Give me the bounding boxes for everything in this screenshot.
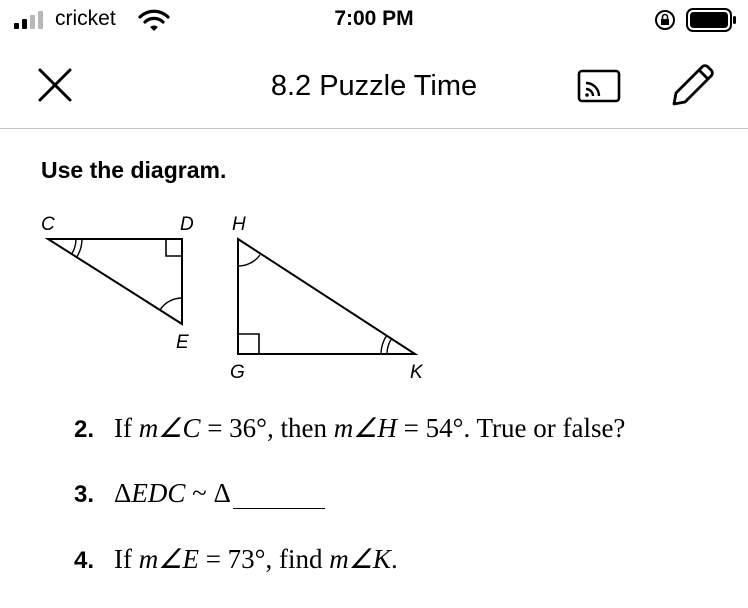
cast-icon[interactable] (576, 68, 622, 104)
pencil-icon[interactable] (666, 60, 718, 110)
rotation-lock-icon (654, 9, 676, 31)
q2-text-2: = 36°, then (200, 413, 334, 443)
carrier-name: cricket (55, 7, 116, 30)
question-number: 3. (74, 481, 95, 508)
label-d: D (180, 214, 194, 235)
label-h: H (232, 214, 246, 235)
nav-bar (0, 40, 748, 129)
answer-blank[interactable] (233, 482, 325, 509)
angle-arc-c-2 (77, 239, 82, 257)
q2-text-1: If (114, 413, 139, 443)
angle-arc-k-1 (387, 339, 392, 354)
label-c: C (41, 214, 55, 235)
question-4 (74, 544, 398, 575)
q4-text-2: = 73°, find (198, 544, 330, 574)
angle-arc-k-2 (381, 336, 387, 355)
question-number: 2. (74, 416, 95, 443)
q3-similar-delta: ~ Δ (185, 478, 231, 508)
label-k: K (410, 362, 423, 383)
triangle-hgk (238, 239, 415, 354)
triangle-cde (48, 239, 182, 324)
question-text (114, 413, 625, 443)
label-e: E (176, 332, 189, 353)
status-time: 7:00 PM (334, 7, 414, 30)
q4-angle-e: m∠E (138, 544, 199, 574)
q4-angle-k: m∠K (329, 544, 391, 574)
page-title: 8.2 Puzzle Time (270, 70, 478, 102)
status-bar (0, 0, 748, 40)
right-angle-mark-g (238, 334, 259, 354)
right-angle-mark-d (166, 239, 182, 256)
question-3 (74, 478, 325, 509)
question-text (114, 544, 398, 574)
question-2 (74, 413, 625, 444)
question-number: 4. (74, 547, 95, 574)
q3-delta-1: Δ (114, 478, 132, 508)
q3-triangle-edc: EDC (131, 478, 186, 508)
q2-text-3: = 54°. True or false? (396, 413, 626, 443)
question-text (114, 478, 325, 508)
label-g: G (230, 362, 245, 383)
q2-angle-h: m∠H (333, 413, 397, 443)
angle-arc-e (160, 298, 182, 310)
angle-arc-c-1 (72, 239, 76, 254)
triangles-diagram (30, 208, 450, 388)
angle-arc-h (238, 255, 260, 266)
instruction-heading: Use the diagram. (41, 157, 227, 183)
q4-text-3: . (390, 544, 398, 574)
q2-angle-c: m∠C (138, 413, 201, 443)
q4-text-1: If (114, 544, 139, 574)
battery-icon (686, 8, 738, 32)
